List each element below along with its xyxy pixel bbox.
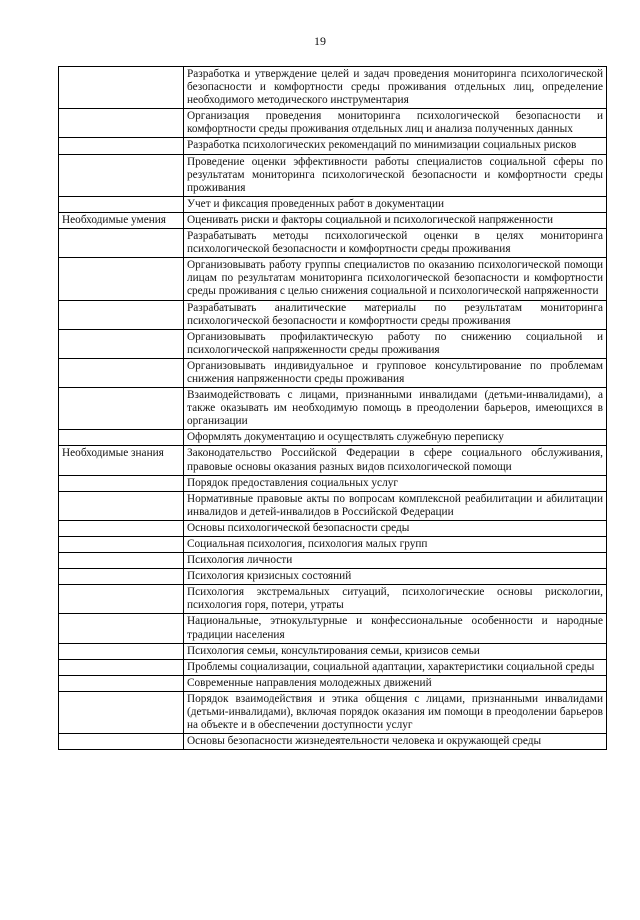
table-row [59, 300, 607, 329]
requirement-item: Проблемы социализации, социальной адаптации, характеристики социальной среды [184, 659, 607, 675]
requirement-item: Психология личности [184, 553, 607, 569]
requirement-item: Организовывать индивидуальное и групповое консультирование по проблемам снижения напряженности среды проживания [184, 358, 607, 387]
table-row [59, 430, 607, 446]
requirement-item: Разрабатывать методы психологической оценки в целях мониторинга психологической безопасности и комфортности среды проживания [184, 229, 607, 258]
requirement-item: Современные направления молодежных движений [184, 675, 607, 691]
section-label-cell [59, 520, 184, 536]
table-row [59, 734, 607, 750]
section-label-cell [59, 491, 184, 520]
page-number: 19 [314, 34, 326, 48]
table-row [59, 491, 607, 520]
table-row [59, 537, 607, 553]
requirement-item: Законодательство Российской Федерации в сфере социального обслуживания, правовые основы оказания разных видов психологической помощи [184, 446, 607, 475]
section-label-cell [59, 229, 184, 258]
table-row [59, 358, 607, 387]
table-row [59, 446, 607, 475]
table-row [59, 196, 607, 212]
table-row [59, 329, 607, 358]
section-label-cell: Необходимые умения [59, 212, 184, 228]
table-row [59, 154, 607, 196]
table-row [59, 553, 607, 569]
requirement-item: Психология экстремальных ситуаций, психологические основы рискологии, психология горя, потери, утраты [184, 585, 607, 614]
requirement-item: Организовывать работу группы специалистов по оказанию психологической помощи лицам по результатам мониторинга психологической безопасности и комфортности среды проживания с целью снижения социальной и психологической напряженности [184, 258, 607, 300]
section-label-cell [59, 691, 184, 733]
requirement-item: Нормативные правовые акты по вопросам комплексной реабилитации и абилитации инвалидов и детей-инвалидов в Российской Федерации [184, 491, 607, 520]
section-label-cell [59, 329, 184, 358]
requirement-item: Оценивать риски и факторы социальной и психологической напряженности [184, 212, 607, 228]
section-label-cell [59, 109, 184, 138]
requirement-item: Разработка и утверждение целей и задач проведения мониторинга психологической безопасности и комфортности среды проживания отдельных лиц, определение необходимого методического инструментария [184, 67, 607, 109]
requirement-item: Порядок взаимодействия и этика общения с лицами, признанными инвалидами (детьми-инвалидами), включая порядок оказания им помощи в преодолении барьеров на объекте и в обеспечении доступности услуг [184, 691, 607, 733]
table-row [59, 585, 607, 614]
requirement-item: Национальные, этнокультурные и конфессиональные особенности и народные традиции населения [184, 614, 607, 643]
requirement-item: Взаимодействовать с лицами, признанными инвалидами (детьми-инвалидами), а также оказывать им необходимую помощь в преодолении барьеров, имеющихся в организации [184, 388, 607, 430]
requirements-table-body [59, 67, 607, 750]
section-label-cell [59, 643, 184, 659]
section-label-cell [59, 300, 184, 329]
requirement-item: Разработка психологических рекомендаций по минимизации социальных рисков [184, 138, 607, 154]
table-row [59, 67, 607, 109]
section-label-cell [59, 675, 184, 691]
section-label-cell [59, 67, 184, 109]
requirements-table [58, 66, 607, 750]
requirement-item: Психология семьи, консультирования семьи, кризисов семьи [184, 643, 607, 659]
requirement-item: Проведение оценки эффективности работы специалистов социальной сферы по результатам мониторинга психологической безопасности и комфортности среды проживания [184, 154, 607, 196]
table-row [59, 520, 607, 536]
section-label-cell [59, 388, 184, 430]
section-label-cell [59, 475, 184, 491]
section-label-cell: Необходимые знания [59, 446, 184, 475]
requirement-item: Учет и фиксация проведенных работ в документации [184, 196, 607, 212]
table-row [59, 475, 607, 491]
requirement-item: Порядок предоставления социальных услуг [184, 475, 607, 491]
section-label-cell [59, 154, 184, 196]
requirement-item: Психология кризисных состояний [184, 569, 607, 585]
table-row [59, 643, 607, 659]
requirement-item: Разрабатывать аналитические материалы по результатам мониторинга психологической безопасности и комфортности среды проживания [184, 300, 607, 329]
requirement-item: Основы безопасности жизнедеятельности человека и окружающей среды [184, 734, 607, 750]
table-row [59, 138, 607, 154]
table-row [59, 614, 607, 643]
table-row [59, 691, 607, 733]
requirement-item: Социальная психология, психология малых групп [184, 537, 607, 553]
table-row [59, 258, 607, 300]
section-label-cell [59, 196, 184, 212]
section-label-cell [59, 258, 184, 300]
section-label-cell [59, 430, 184, 446]
requirement-item: Организовывать профилактическую работу по снижению социальной и психологической напряженности среды проживания [184, 329, 607, 358]
section-label-cell [59, 358, 184, 387]
requirement-item: Оформлять документацию и осуществлять служебную переписку [184, 430, 607, 446]
requirement-item: Организация проведения мониторинга психологической безопасности и комфортности среды проживания отдельных лиц и анализа полученных данных [184, 109, 607, 138]
section-label-cell [59, 734, 184, 750]
table-row [59, 229, 607, 258]
section-label-cell [59, 614, 184, 643]
table-row [59, 569, 607, 585]
table-row [59, 659, 607, 675]
table-row [59, 675, 607, 691]
section-label-cell [59, 537, 184, 553]
table-row [59, 212, 607, 228]
table-row [59, 109, 607, 138]
section-label-cell [59, 569, 184, 585]
requirement-item: Основы психологической безопасности среды [184, 520, 607, 536]
section-label-cell [59, 585, 184, 614]
section-label-cell [59, 553, 184, 569]
section-label-cell [59, 138, 184, 154]
section-label-cell [59, 659, 184, 675]
table-row [59, 388, 607, 430]
